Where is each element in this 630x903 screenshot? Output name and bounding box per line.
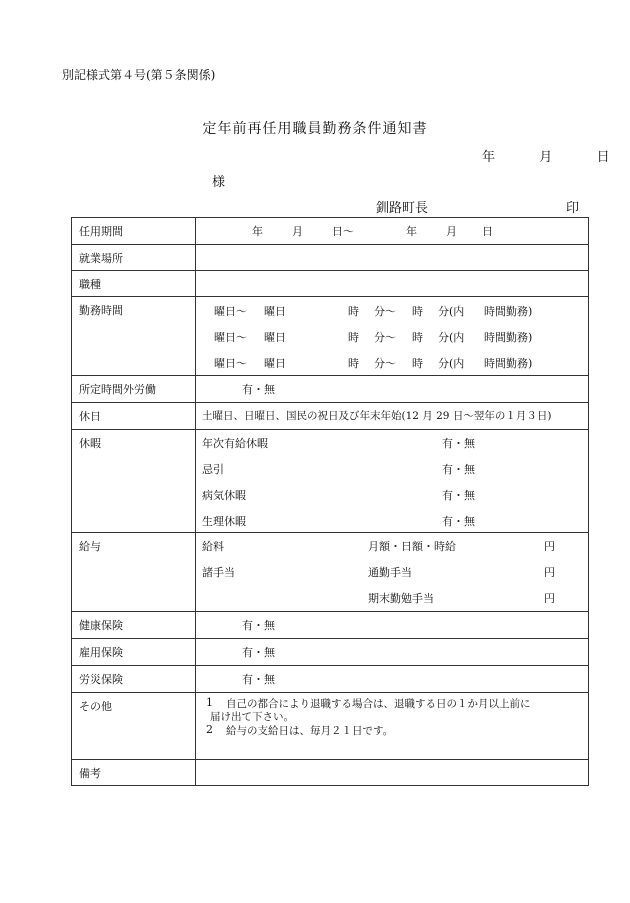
row-leave <box>72 430 589 533</box>
leave-annual: 年次有給休暇 <box>202 437 268 450</box>
hours-weekday-from: 曜日〜 <box>214 331 247 344</box>
row-health-insurance <box>72 612 589 639</box>
note-1-number: 1 <box>206 696 213 709</box>
label-job: 職種 <box>79 278 101 291</box>
note-2-text: 給与の支給日は、毎月２１日です。 <box>226 725 394 737</box>
row-holidays <box>72 403 589 430</box>
job-field <box>196 271 589 297</box>
row-job <box>72 271 589 297</box>
label-remarks: 備考 <box>79 767 101 780</box>
row-hours <box>72 297 589 376</box>
hours-weekday-to: 曜日 <box>264 305 286 318</box>
hours-hour-to: 時 <box>412 305 423 318</box>
salary-base-type: 月額・日額・時給 <box>368 540 456 553</box>
row-workplace <box>72 245 589 271</box>
term-start-month: 月 <box>292 225 303 238</box>
remarks-field <box>196 760 589 786</box>
form-reference: 別記様式第４号(第５条関係) <box>62 68 216 82</box>
term-end-month: 月 <box>446 225 457 238</box>
label-employment-insurance: 雇用保険 <box>79 646 123 659</box>
hours-min-from: 分〜 <box>374 357 396 370</box>
leave-sick: 病気休暇 <box>202 489 246 502</box>
row-accident-insurance <box>72 666 589 693</box>
salary-commute-unit: 円 <box>544 566 555 579</box>
term-start-year: 年 <box>252 225 263 238</box>
leave-bereavement: 忌引 <box>202 463 224 476</box>
label-health-insurance: 健康保険 <box>79 619 123 632</box>
date-year: 年 <box>482 150 496 165</box>
label-term: 任用期間 <box>79 225 123 238</box>
salary-base: 給料 <box>202 540 224 553</box>
hours-work: 時間勤務) <box>484 331 533 344</box>
note-1-text: 自己の都合により退職する場合は、退職する日の１か月以上前に <box>226 698 531 710</box>
salary-bonus-unit: 円 <box>544 592 555 605</box>
issuer-name: 釧路町長 <box>376 201 429 216</box>
row-overtime <box>72 376 589 403</box>
label-overtime: 所定時間外労働 <box>79 383 156 396</box>
overtime-value: 有・無 <box>242 383 275 396</box>
accident-insurance-value: 有・無 <box>242 673 275 686</box>
leave-bereavement-value: 有・無 <box>442 463 475 476</box>
label-holidays: 休日 <box>79 410 101 423</box>
leave-sick-value: 有・無 <box>442 489 475 502</box>
term-end-year: 年 <box>406 225 417 238</box>
hours-hour-from: 時 <box>348 305 359 318</box>
salary-bonus: 期末勤勉手当 <box>368 592 434 605</box>
label-accident-insurance: 労災保険 <box>79 673 123 686</box>
leave-menstrual: 生理休暇 <box>202 515 246 528</box>
conditions-table <box>71 217 589 786</box>
hours-min-to: 分(内 <box>438 331 465 344</box>
label-leave: 休暇 <box>79 437 101 450</box>
hours-hour-from: 時 <box>348 357 359 370</box>
hours-hour-from: 時 <box>348 331 359 344</box>
note-2-number: 2 <box>206 723 213 736</box>
health-insurance-value: 有・無 <box>242 619 275 632</box>
seal-mark: 印 <box>566 201 580 216</box>
row-employment-insurance <box>72 639 589 666</box>
leave-menstrual-value: 有・無 <box>442 515 475 528</box>
hours-min-to: 分(内 <box>438 357 465 370</box>
row-term <box>72 218 589 245</box>
term-end-day: 日 <box>482 225 493 238</box>
hours-weekday-from: 曜日〜 <box>214 357 247 370</box>
hours-weekday-to: 曜日 <box>264 331 286 344</box>
hours-weekday-to: 曜日 <box>264 357 286 370</box>
row-salary <box>72 533 589 612</box>
note-1-text-cont: 届け出て下さい。 <box>210 711 294 723</box>
label-workplace: 就業場所 <box>79 252 123 265</box>
salary-allowances: 諸手当 <box>202 566 235 579</box>
label-salary: 給与 <box>79 540 101 553</box>
employment-insurance-value: 有・無 <box>242 646 275 659</box>
hours-hour-to: 時 <box>412 357 423 370</box>
row-other <box>72 693 589 760</box>
date-day: 日 <box>596 150 610 165</box>
hours-min-from: 分〜 <box>374 305 396 318</box>
hours-work: 時間勤務) <box>484 305 533 318</box>
hours-work: 時間勤務) <box>484 357 533 370</box>
addressee-suffix: 様 <box>212 175 226 190</box>
hours-weekday-from: 曜日〜 <box>214 305 247 318</box>
issue-date <box>482 146 610 165</box>
term-start-day: 日〜 <box>332 225 354 238</box>
salary-commute: 通勤手当 <box>368 566 412 579</box>
hours-min-from: 分〜 <box>374 331 396 344</box>
label-other: その他 <box>79 700 112 713</box>
row-remarks <box>72 760 589 786</box>
workplace-field <box>196 245 589 271</box>
salary-base-unit: 円 <box>544 540 555 553</box>
hours-min-to: 分(内 <box>438 305 465 318</box>
label-hours: 勤務時間 <box>79 304 123 317</box>
leave-annual-value: 有・無 <box>442 437 475 450</box>
hours-hour-to: 時 <box>412 331 423 344</box>
document-title: 定年前再任用職員勤務条件通知書 <box>202 121 428 137</box>
date-month: 月 <box>539 150 553 165</box>
holidays-value: 土曜日、日曜日、国民の祝日及び年末年始(12 月 29 日〜翌年の１月３日) <box>202 410 552 422</box>
